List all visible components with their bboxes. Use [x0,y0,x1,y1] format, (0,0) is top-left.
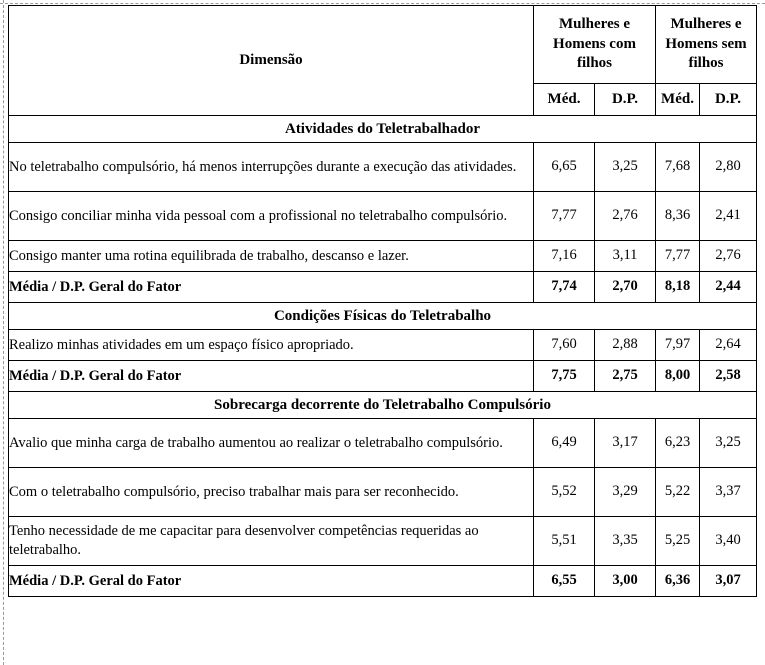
value-sd-without-children: 2,80 [700,143,757,192]
value-mean-with-children: 7,16 [534,241,595,272]
section-title: Condições Físicas do Teletrabalho [9,303,757,330]
value-mean-without-children: 7,97 [656,330,700,361]
table-header [9,6,757,116]
value-mean-without-children: 7,68 [656,143,700,192]
value-sd-with-children: 3,11 [595,241,656,272]
total-sd-with-children: 3,00 [595,566,656,597]
table-row [9,468,757,517]
value-sd-without-children: 3,37 [700,468,757,517]
value-mean-with-children: 7,77 [534,192,595,241]
value-sd-without-children: 2,64 [700,330,757,361]
table-row [9,517,757,566]
statement-text: Consigo conciliar minha vida pessoal com a profissional no teletrabalho compulsório. [9,192,534,241]
total-label: Média / D.P. Geral do Fator [9,566,534,597]
section-header-row [9,116,757,143]
section-total-row [9,361,757,392]
value-sd-with-children: 3,17 [595,419,656,468]
column-header-mean-with-children: Méd. [534,84,595,116]
page-margin-guide-top [0,3,765,4]
header-row-groups [9,6,757,84]
total-mean-without-children: 8,00 [656,361,700,392]
value-sd-without-children: 2,76 [700,241,757,272]
section-title: Atividades do Teletrabalhador [9,116,757,143]
value-mean-without-children: 8,36 [656,192,700,241]
table-row [9,192,757,241]
value-mean-without-children: 6,23 [656,419,700,468]
total-sd-with-children: 2,75 [595,361,656,392]
statement-text: Tenho necessidade de me capacitar para desenvolver competências requeridas ao teletrabalho. [9,517,534,566]
value-mean-with-children: 7,60 [534,330,595,361]
value-sd-with-children: 2,76 [595,192,656,241]
statement-text: Avalio que minha carga de trabalho aumentou ao realizar o teletrabalho compulsório. [9,419,534,468]
total-mean-with-children: 7,74 [534,272,595,303]
column-header-group-without-children: Mulheres e Homens sem filhos [656,6,757,84]
section-header-row [9,303,757,330]
total-sd-without-children: 2,58 [700,361,757,392]
statement-text: Consigo manter uma rotina equilibrada de trabalho, descanso e lazer. [9,241,534,272]
value-mean-without-children: 5,22 [656,468,700,517]
value-mean-with-children: 6,49 [534,419,595,468]
section-total-row [9,566,757,597]
column-header-mean-without-children: Méd. [656,84,700,116]
column-header-sd-with-children: D.P. [595,84,656,116]
teleworking-dimensions-table [8,5,757,597]
total-sd-without-children: 2,44 [700,272,757,303]
table-row [9,143,757,192]
total-mean-with-children: 6,55 [534,566,595,597]
total-mean-without-children: 8,18 [656,272,700,303]
statement-text: Realizo minhas atividades em um espaço físico apropriado. [9,330,534,361]
table-row [9,419,757,468]
results-table-container [8,5,756,597]
total-label: Média / D.P. Geral do Fator [9,272,534,303]
value-mean-with-children: 5,52 [534,468,595,517]
section-title: Sobrecarga decorrente do Teletrabalho Compulsório [9,392,757,419]
column-header-sd-without-children: D.P. [700,84,757,116]
table-body [9,116,757,597]
statement-text: No teletrabalho compulsório, há menos interrupções durante a execução das atividades. [9,143,534,192]
value-sd-without-children: 3,40 [700,517,757,566]
value-mean-with-children: 5,51 [534,517,595,566]
value-sd-with-children: 3,25 [595,143,656,192]
section-header-row [9,392,757,419]
page-margin-guide-left [3,0,4,665]
value-sd-with-children: 2,88 [595,330,656,361]
column-header-group-with-children: Mulheres e Homens com filhos [534,6,656,84]
value-sd-with-children: 3,29 [595,468,656,517]
table-row [9,241,757,272]
table-row [9,330,757,361]
column-header-dimension: Dimensão [9,6,534,116]
statement-text: Com o teletrabalho compulsório, preciso trabalhar mais para ser reconhecido. [9,468,534,517]
value-mean-with-children: 6,65 [534,143,595,192]
total-mean-with-children: 7,75 [534,361,595,392]
value-mean-without-children: 7,77 [656,241,700,272]
total-label: Média / D.P. Geral do Fator [9,361,534,392]
value-sd-without-children: 2,41 [700,192,757,241]
total-mean-without-children: 6,36 [656,566,700,597]
total-sd-with-children: 2,70 [595,272,656,303]
value-mean-without-children: 5,25 [656,517,700,566]
value-sd-without-children: 3,25 [700,419,757,468]
total-sd-without-children: 3,07 [700,566,757,597]
value-sd-with-children: 3,35 [595,517,656,566]
section-total-row [9,272,757,303]
